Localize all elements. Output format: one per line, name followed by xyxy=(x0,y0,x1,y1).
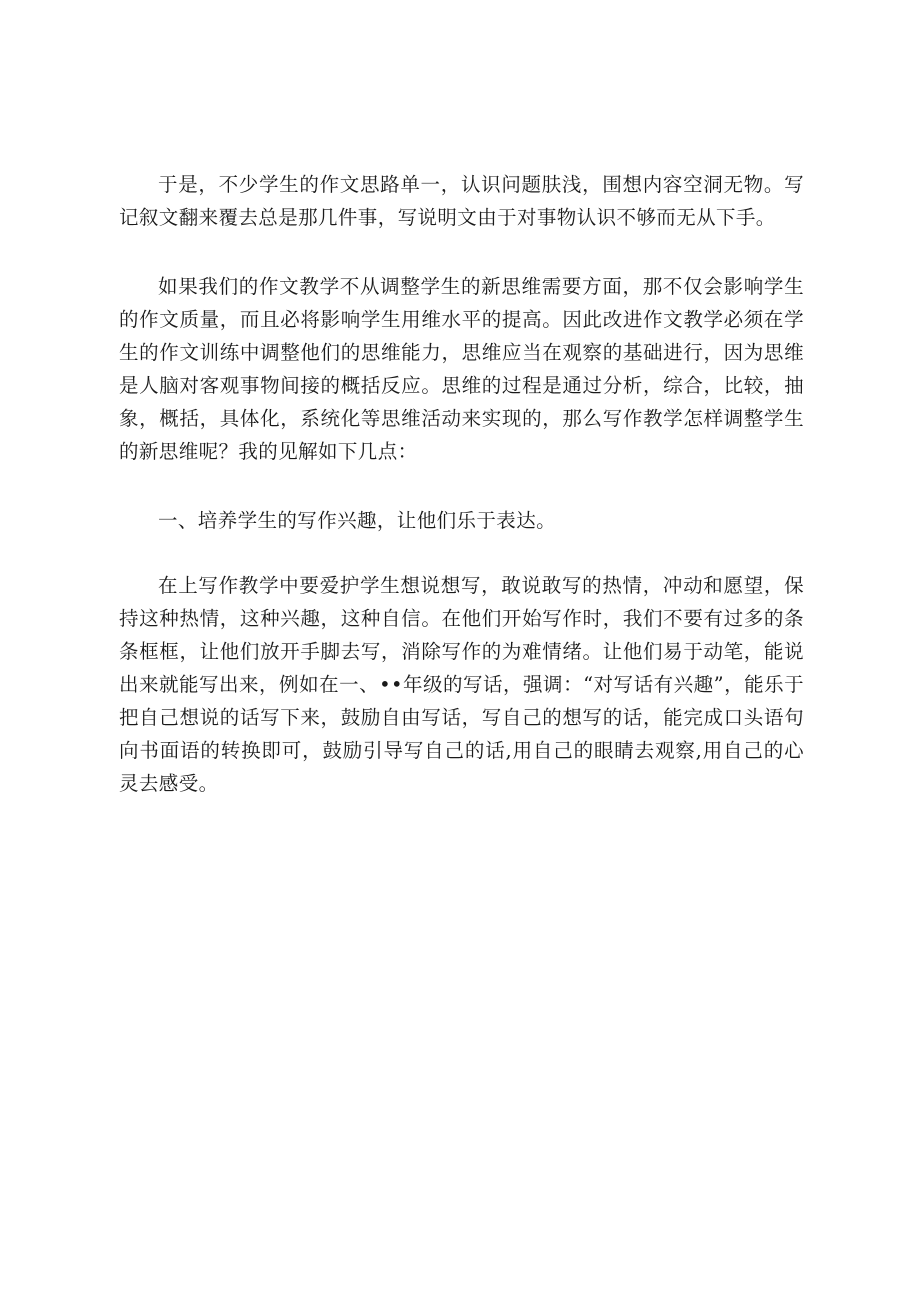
paragraph-body: 在上写作教学中要爱护学生想说想写，敢说敢写的热情，冲动和愿望，保持这种热情，这种兴趣，这种自信。在他们开始写作时，我们不要有过多的条条框框，让他们放开手脚去写，消除写作的为难情绪。让他们易于动笔，能说出来就能写出来，例如在一、••年级的写话，强调：“对写话有兴趣”，能乐于把自己想说的话写下来，鼓励自由写话，写自己的想写的话，能完成口头语句向书面语的转换即可，鼓励引导写自己的话,用自己的眼睛去观察,用自己的心灵去感受。 xyxy=(119,574,804,795)
paragraph-argument: 如果我们的作文教学不从调整学生的新思维需要方面，那不仅会影响学生的作文质量，而且必将影响学生用维水平的提高。因此改进作文教学必须在学生的作文训练中调整他们的思维能力，思维应当在观察的基础进行，因为思维是人脑对客观事物间接的概括反应。思维的过程是通过分析，综合，比较，抽象，概括，具体化，系统化等思维活动来实现的，那么写作教学怎样调整学生的新思维呢？我的见解如下几点： xyxy=(119,275,804,463)
paragraph-intro: 于是，不少学生的作文思路单一，认识问题肤浅，围想内容空洞无物。写记叙文翻来覆去总是那几件事，写说明文由于对事物认识不够而无从下手。 xyxy=(119,173,804,229)
section-heading: 一、培养学生的写作兴趣，让他们乐于表达。 xyxy=(158,509,557,532)
document-body xyxy=(119,168,804,836)
